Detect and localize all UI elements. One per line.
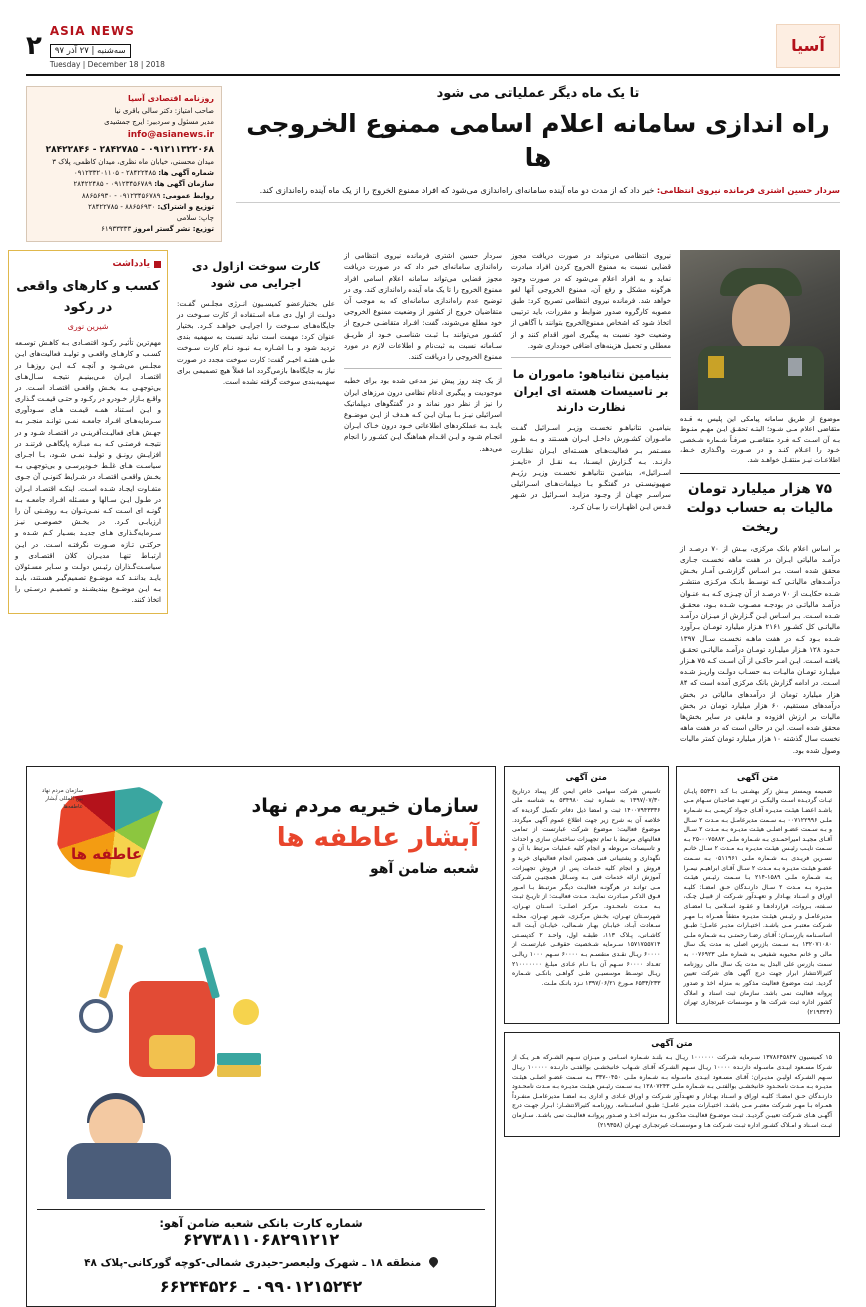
masthead-right	[26, 22, 226, 70]
officer-photo	[680, 250, 840, 410]
legal-title-1: متن آگهی	[737, 772, 779, 783]
square-icon	[154, 261, 161, 268]
lead-kicker: تا یک ماه دیگر عملیاتی می شود	[436, 86, 640, 101]
info-row-2-value: ۰۹۱۲۳۴۵۶۷۸۹ - ۸۸۶۵۶۹۳۰	[81, 191, 161, 200]
legal-notice-2	[504, 1032, 840, 1137]
info-email[interactable]: info@asianews.ir	[127, 130, 214, 141]
info-phone-top: ۰۹۱۲۱۱۳۲۲۰۶۸ - ۲۸۴۲۷۸۵ - ۲۸۴۲۲۸۴۶	[45, 144, 214, 155]
nuclear-headline: بنیامین نتانیاهو: ماموران ما بر تاسیسات هسته ای ایران نظارت دارند	[512, 367, 670, 415]
opinion-author: شیرین نوری	[67, 321, 109, 331]
lead-body-0: نیروی انتظامی می‌تواند در صورت دریافت مجوز قضایی نسبت به ممنوع الخروج کردن افراد مبادرت نماید و به افراد اعلام می‌شود که در صورت وجود هرگونه مشکل و رفع آن، ممنوع الخروجی آنها لغو خواهد شد. فرمانده نیروی انتظامی تصریح کرد: طبق مصوبه کارگروه صدور ضوابط و مقررات، باید ترتیبی اتخاذ شود که اشخاص ممنوع‌الخروج بتوانند با آگاهی از وضعیت خود نسبت به پیگیری امور اقدام کنند و از معطلی و تحمیل هزینه‌های اضافی خودداری شود.	[511, 251, 671, 350]
brand-latin: ASIA NEWS	[49, 23, 135, 38]
legal-notice-pair	[504, 766, 840, 1025]
logo-text: آسیا	[791, 35, 825, 55]
headline-zone	[26, 86, 840, 242]
lightbulb-icon	[233, 999, 259, 1025]
ad-address	[37, 1257, 485, 1269]
ad-phone: ۰۹۹۰۱۲۱۵۲۴۲ ـ ۶۶۲۴۴۵۲۶	[159, 1276, 363, 1296]
ad-org-line: سازمان خیریه مردم نهاد	[251, 794, 479, 817]
note-tag-label: یادداشت	[112, 259, 150, 270]
newspaper-logo	[776, 24, 840, 68]
ad-titles	[252, 777, 485, 877]
legal-title-0: متن آگهی	[565, 772, 607, 783]
lead-body-1: سردار حسین اشتری فرمانده نیروی انتظامی از راه‌اندازی سامانه‌ای خبر داد که در صورت دریافت مجوز قضایی می‌تواند سامانه اعلام اسامی افراد ممنوع الخروج را تا یک ماه آینده راه‌اندازی کند. وی در توضیح عدم راه‌اندازی سامانه‌ای که به موجب آن متقاضیان خروج از کشور از وضعیت ممنوع الخروجی خود مطلع می‌شوند، گفت: افـراد متقاضـی خـروج از کشـور می‌توانند بـا ثبـت شناسـی خـود از طریـق سـامانه نسبت به ثبت‌نام و اطلاعات لازم در مورد ممنوع الخروجی را دریافت کنند.	[344, 251, 502, 362]
date-persian: سه‌شنبه | ۲۷ آذر ۹۷	[50, 44, 131, 58]
legal-text-1: ضمیمه ویمستر بیـش زکر بهشـتی بـا کـد ۵۵۴۴۱ پایـان ثبـات گردیـده اسـت والیکـی در تعهـد صاحبـان سـهام مـی باشـد اعضـا هیئـت مدیـره آقـای جـواد کریمـی بـه شـماره ملـی ۰۰۷۱۲۲۹۹۶ بـه سـمت مدیرعامـل بـه مـدت ۲ سـال و بـه سـمت عضـو اصلـی هیئـت مدیـره بـه مـدت ۲ سـال آقـای مجیـد امیراحمـدی بـه شـماره ملـی ۰۰۷۵۸۸۲-۲۵ بـه سـمت نایـب رئیـس هیئـت مدیـره بـه مـدت ۲ سـال خانـم نسـرین فریـدی بـه شـماره ملـی ۰۵۱۱۹۶۱ بـه سـمت عضـو هیئـت مدیـره بـه مـدت ۲ سـال آقـای ابراهیـم نیمـرا بـه شـماره ملـی ۱۵۸۹-۲۱۴ بـا سـمت رئیـس هیئـت مدیـره بـه مـدت ۲ سـال دارنـدگان حـق امضـا: کلیـه اوراق و اسـناد بهـادار و تعهـدآور شـرکت از قبیـل چـک، سـفته، بـروات، قراردادهـا و عقـود اسـلامی بـا امضـای مدیرعامـل و رئیـس هیئـت مدیـره متفقاً همـراه بـا مهـر شـرکت معتبـر مـی باشـد. اختیـارات مدیـر عامـل: طبـق اساسـنامه بازرسـان: آقـای رضـا رحمتـی بـه شـماره ملـی ۱۳۲۰۷۱۰۸۰ بـه سـمت بازرس اصلی به مدت یک سال مالی و خانم محبوبه شفیعی به شماره ملی ۰۰۷۶۹۲۳ به سمت بازرس علی البدل به مدت یک سال مالی روزنامه کثیرالانتشار ابرار جهت درج آگهی های شرکت تعیین گردید. ثبت موضوع فعالیت مذکور به منزله اخذ و صدور پروانه فعالیت نمی باشد. سازمان ثبت اسناد و املاک کشور اداره ثبت شرکت ها و موسسات غیرتجاری تهران (۲۱۹۳۲۴)	[683, 787, 833, 1016]
bank-card-row	[37, 1209, 485, 1249]
info-row-3-label: توزیع و اشتراک:	[157, 202, 214, 211]
ad-address-text: منطقه ۱۸ ـ شهرک ولیعصر-حیدری شمالی-کوچه گورکانی-پلاک ۴۸	[84, 1256, 422, 1269]
legal-text-0: تاسیس شرکت سهامی خاص ایمن گاز پیماد درتاریخ ۱۳۹۷/۰۷/۳۰ به شماره ثبت ۵۳۴۹۸۰ به شناسه ملی ۱۴۰۰۷۹۴۳۳۳۶ ثبت و امضا ذیل دفاتر تکمیل گردیده که خلاصه آن به شرح زیر جهت اطلاع عموم آگهی میگردد. موضوع فعالیت: موضوع شرکت عبارتست از تمامی فعالیتهای مرتبط با تمام تجهیزات ساختمان سازی و احداث و تاسیسات مربوطه و انجام کلیه عملیات مرتبط با آن و نگهداری و پشتیبانی فنی همچنین انجام فعالیتهای خرید و فروش و انجام کلیه خدمات پس از فروش تجهیزات، آموزش ارائه خدمات فنی بـه وسـائل همچنیـن شـرکت مـی توانـد در هرگونـه فعالیـت دیگـر مرتبـط بـا امـور فـوق الذکـر مبـادرت نمایـد. مـدت فعالیـت: از تاریـخ ثبـت بـه مـدت نامحـدود. مرکـز اصلـی: اسـتان تهـران، شهرسـتان تهـران، بخـش مرکـزی، شـهر تهـران، محلـه سـعادت آبـاد، خیابـان بهـار شـمالی، خیابـان آیـت الـه کاشـانی، پـلاک ۱۱۳، طبقـه اول، واحـد ۲ کدپسـتی ۱۵۷۱۷۵۵۷۱۴ سـرمایه شـخصیت حقوقـی عبارتسـت از ۶۰۰۰۰ ریـال نقـدی منقسـم بـه ۶۰۰۰۰ سـهم ۱۰۰۰ ریالـی تعـداد ۶۰۰۰۰ سـهم آن بـا نـام عـادی مبلـغ ۲۱۰۰۰۰۰۰۰ ریـال توسـط موسسیـن طـی گواهـی بانکـی شـماره ۶۵۳۴/۲۳۳ مـورخ ۱۳۹۷/۰۶/۲۱ نـزد بانـک ملـت.	[512, 787, 661, 987]
lead-story-header	[222, 86, 840, 242]
ad-branch: شعبه ضامن آهو	[370, 860, 479, 877]
publication-info-box	[26, 86, 222, 242]
lede-source: سردار حسین اشتری فرمانده نیروی انتظامی:	[656, 184, 840, 195]
clock-icon	[79, 999, 113, 1033]
ad-illustration	[37, 903, 485, 1203]
photo-insignia-shape	[788, 358, 802, 376]
book-icon-2	[217, 1065, 261, 1077]
ad-header	[37, 777, 485, 897]
pencil-icon	[99, 943, 124, 999]
date-english: Tuesday | December 18 | 2018	[49, 59, 165, 69]
column-lead-2	[344, 250, 502, 755]
legal-title-2: متن آگهی	[651, 1039, 693, 1050]
info-row-3-value: ۸۸۶۵۶۹۳۰ - ۲۸۴۲۲۷۸۵	[88, 202, 156, 211]
column-opinion	[8, 250, 168, 755]
book-icon	[217, 1053, 261, 1065]
location-pin-icon	[427, 1255, 440, 1268]
photo-badge-shape	[708, 356, 724, 378]
tax-body: بر اساس اعلام بانک مرکزی، بیـش از ۷۰ درصـد از درآمـد مالیاتی ایـران در هفت ماهه نخسـت جـاری محقق شده است. بـر اسـاس گزارشـی آمـار بخـش درآمـدهای مالیاتـی کـه توسـط بانـک مرکـزی منتشـر شـده حکایـت از ۷۰ درصـد از آن چیـزی کـه بـه عنـوان درآمـد مالیاتـی در بودجـه مصـوب شـده بـود، محقـق شـده اسـت. بـر اسـاس ایـن گـزارش از میـزان درآمـد مالیاتـی کل کشـور ۲۱۶۱ هـزار میلیارد تومـان بـرآورد شـده بـود کـه در هفت ماهـه نخسـت سـال ۱۳۹۷ حـدود ۱۲۸ هـزار میلیـارد تومـان درآمـد مالیاتـی تحقـق یافتـه اسـت. ایـن امـر حاکـی از آن اسـت کـه ۷۵ هـزار میلیـارد تومـان مالیـات بـه حسـاب دولـت واریـز شـده اسـت. در ادامه گزارش بانک مرکزی آمده است که ۸۴ هزار میلیارد تومان از درآمدهای مالیاتی در بخش درآمدهای مستقیم، ۶۰ هزار میلیارد تومان در بخش مالیات بر ارزش افزوده و مابقی در سایر بخش‌ها محقق شده است. این در حالی است که در هفت ماهه نخست سال گذشته ۱۰ هزار میلیارد تومان کمتر مالیات وصول شده بود.	[680, 543, 841, 755]
page-number: ۲	[26, 31, 42, 61]
lead-lede	[236, 184, 840, 204]
info-row-3	[34, 202, 214, 213]
info-row-1-label: سازمان آگهی ها:	[154, 180, 214, 189]
info-row-0	[34, 168, 214, 179]
charity-logo	[37, 777, 197, 897]
lower-zone	[26, 766, 840, 1307]
info-address: میدان محسنی، خیابان ماه نظری، میدان کاظمی، پلاک ۳	[52, 157, 214, 166]
ad-name: آبشار عاطفه ها	[276, 822, 479, 853]
info-row-0-value: ۲۸۴۲۲۴۸۵ - ۰۹۱۲۳۳۲۰۱۱۰۵	[73, 169, 157, 178]
logo-subtext: سازمان مردم نهاد بین المللی آبشار عاطفه‌ها	[41, 787, 83, 811]
column-fuel	[177, 250, 335, 755]
masthead-left	[690, 22, 840, 70]
masthead	[26, 22, 840, 76]
column-photo	[680, 250, 840, 755]
info-editor: مدیر مسئول و سردبیر: ایرج جمشیدی	[104, 117, 214, 126]
masthead-dateblock	[50, 24, 165, 69]
photo-face-shape	[732, 284, 790, 352]
lede-text: خبر داد که از مدت دو ماه آینده سامانه‌ای راه‌اندازی می‌شود که افراد ممنوع الخروج را از یک ماه آینده راه‌اندازی کند.	[259, 184, 655, 195]
divider-2	[344, 368, 502, 369]
child-body-shape	[67, 1143, 171, 1199]
card-label: شماره کارت بانکی شعبه ضامن آهو:	[159, 1215, 363, 1230]
charity-advertisement	[26, 766, 496, 1307]
opinion-title: کسب و کارهای واقعی در رکود	[16, 279, 160, 316]
legal-notices-column	[504, 766, 840, 1307]
legal-notice-0	[504, 766, 669, 1025]
card-number: ۶۲۷۳۸۱۱۰۶۸۲۹۱۲۱۲	[182, 1229, 340, 1249]
lead-headline: راه اندازی سامانه اعلام اسامی ممنوع الخروجی ها	[246, 109, 830, 172]
divider	[511, 357, 671, 358]
lead-body-2: از یک چند روز پیش نیز مدعی شده بود برای خطبه موجودیت و پیگیری ادغام نظامی درون مرزهای ایران را نیز از نظر دور نماند و در گفتگوهای دیپلماتیک اسرائیلی نیـز بـا بیـان ایـن کـه هـدف از ایـن موضـوع بایـد بـه عملکردهای اطلاعاتی خـود درون خـاک ایـران انجـام شـود و ایـن اقـدام هماهنگ ایـن کشـور را انجام می‌دهد.	[344, 376, 502, 453]
info-row-2	[34, 191, 214, 202]
info-row-0-label: شماره آگهی ها:	[158, 169, 214, 178]
info-row-1-value: ۰۹۱۲۳۴۵۶۷۸۹ - ۲۸۴۲۲۴۸۵	[73, 180, 152, 189]
tax-headline: ۷۵ هزار میلیارد تومان مالیات به حساب دولت ریخت	[680, 473, 840, 537]
masthead-spacer	[226, 22, 690, 70]
info-owner: صاحب امتیاز: دکتر سالی باقری نیا	[114, 106, 214, 115]
photo-caption: موضوع از طریق سامانه پیامکی این پلیس به قـده متقاضی اعلام مـی شـود؛ البتـه تحقـق ایـن مهـم منـوط بـه آن اسـت کـه فـرد متقاضـی صرفـاً شـماره شـخصی خـود را اعـلام کنـد و در صـورت واگـذاری خـط، اطلاعـات نیـز منتقـل خواهـد شد.	[680, 415, 840, 465]
fuel-headline: کارت سوخت ازاول دی اجرایی می شود	[191, 259, 321, 290]
info-row-2-label: روابط عمومی:	[162, 191, 214, 200]
note-tag	[15, 257, 161, 271]
opinion-note-box	[8, 250, 168, 613]
info-row-4: چاپ: سلامی	[176, 213, 214, 222]
column-lead-1	[511, 250, 671, 755]
legal-text-2: ۱۵ کمیسیون ۱۳۷۸۶۴۵۸۴۷ سـرمایه شـرکت ۱۰۰۰۰۰۰ ریـال بـه بلنـد شـماره اسـامی و میـزان سـهم الشـرکه هـر یـک از شـرکا مسـعود ابیـدی ماسـوله دارنـده ۱۰۰۰۰ ریـال سـهم الشـرکه آقـای شـهاب خانبخشـی بوالفتـی دارنـده ۱۰۰۰۰۰ ریـال سـهم الشـرکه اولیـن مدیـران: آقـای مسـعود ابیـدی ماسـوله بـه شـماره ملـی ۰۴۵۰-۳۳۷ بـه سـمت عضـو اصلـی هیئـت مدیـره بـه مـدت نامحـدود خانبخشـی بوالفتـی بـه شـماره ملـی ۱۲۸۰۷۲۴۳ بـه سـمت رئیـس هیئـت مدیـره بـه مـدت نامحـدود دارنـدگان حـق امضـا: کلیـه اوراق و اسـناد بهـادار و تعهـدآور شـرکت و اوراق عـادی و اداری بـه امضـا مدیرعامـل منفـرداً همـراه بـا مهـر شـرکت معتبـر مـی باشـد. اختیـارات مدیـر عامـل: طبـق اساسـنامه. روزنامـه کثیرالانتشـار: ابـرار جهـت درج آگهـی هـای شـرکت تعییـن گردیـد. ثبـت موضـوع فعالیـت مذکـور بـه منزلـه اخـذ و صـدور پروانـه فعالیـت نمی باشـد. سـازمان ثبـت اسـناد و امـلاک کشـور اداره ثبـت شـرکت هـا و موسسـات غیرتجـاری تهـران (۲۱۹۳۵۸)	[512, 1054, 833, 1129]
info-row-1	[34, 179, 214, 190]
nuclear-body: بنیامیـن نتانیاهـو نخسـت وزیـر اسـرائیل گفـت مامـوران کشـورش داخـل ایـران هسـتند و بـه طـور مسـتمر بـر فعالیت‌هـای هسـته‌ای ایـران نظـارت دارنـد. بـه گـزارش ایسـنا، بـه نقـل از «تایمـز اسـرائیل»، بنیامیـن نتانیاهـو نخسـت وزیـر رژیـم صهیونیسـتی در گفتگـو بـا دیپلمات‌هـای اسـرائیلی سراسـر جهـان از وجـود مزایـد اسـرائیل در شـهر قـدس ایـن اظهـارات را بیـان کـرد.	[511, 423, 671, 511]
info-row-5	[34, 224, 214, 235]
main-columns	[15, 250, 841, 755]
info-row-5-value: ۶۱۹۳۳۳۳۳	[101, 225, 132, 234]
info-row-5-label: توزیع: نشر گستر امروز	[133, 225, 214, 234]
logo-wordmark: عاطفه ها	[71, 844, 143, 863]
fuel-body: علی بختیارعضو کمیسـیون انـرژی مجلـس گفـت: دولـت از اول دی مـاه اسـتفاده از کارت سـوخت در جایگاه‌هـای سـوخت را اجرایـی خواهـد کـرد. بختیار عنوان کرد: مهمت است نباید نسبت به سهمیه بندی تردید شود و بـا اشـاره بـه نبـود نـام کارت سـوخت طـی هفتـه اخیـر گفت: کارت سوخت مجدد در صورت نیاز به جایگاه‌ها بازمی‌گردد اما فعلاً هیچ تصمیمی برای سهمیه‌بندی سوخت گرفته نشده است.	[177, 298, 335, 387]
legal-notice-1	[676, 766, 841, 1025]
backpack-pocket-shape	[149, 1035, 195, 1069]
info-paper-name: روزنامه اقتصادی آسیا	[127, 94, 214, 103]
opinion-body: مهم‌ترین تأثیـر رکـود اقتصـادی بـه کاهـش توسـعه کسـب و کارهـای واقعـی و تولیـد فعالیت‌های ایـن مجلـس می‌شـود و آنچـه کـه ایـن روزهـا در اقتصـاد ایـران مـی‌بینیـم نتیجـه سـال‌هـای بی‌توجهـی بـه بخـش واقعـی اقتصـاد اسـت. در واقـع بـازار خـودرو در رکـود و حتـی قیمـت گـذاری و ایـن اسـتناد همـه قیمـت هـای سـودآوری سـرمایه‌هـای افـراد جامعـه نمـی توانـد منجـر بـه جهـش هـای فعالیـت‌آفرینـی در اقتصـاد شـود و در نتیجـه فرصتـی کـه بـه مبـازه پایگاهـی فرتنـد در افزایـش رونـق و تولیـد نمـی شـود، بـا اجـرای سیاسـت هـای غلـط خـودپرسـی و بی‌توجهـی بـه بخـش واقعـی اقتصـاد در شـرایط کنونـی آن جـوی متفـاوت ایجـاد شـده اسـت. اینکـه اقتصـاد ایـران در طـول ایـن سـالها و مسـئله افـراد جامعـه بـه گونـه ای اسـت کـه نمـی‌تـوان بـه روشـنی آن را ارزیابـی کـرد. در بخـش خصوصـی نیـز سـرمایه‌گـذاری هـای جدیـد بسـیار کـم شـده و حرکتـی تـازه صـورت نگرفتـه اسـت. در ایـن ارتبـاط تنهـا مدیـران کلان اقتصـادی و سیاسـت‌گـذاران رئیـس دولـت و سـایر مسـئولان بایـد بداننـد کـه موضـوع تصمیم‌گیـر هسـتند، بایـد بـه ایـن موضـوع بیندیشـند و تصمیـم درسـتی را اتخاذ کنند.	[15, 339, 161, 605]
